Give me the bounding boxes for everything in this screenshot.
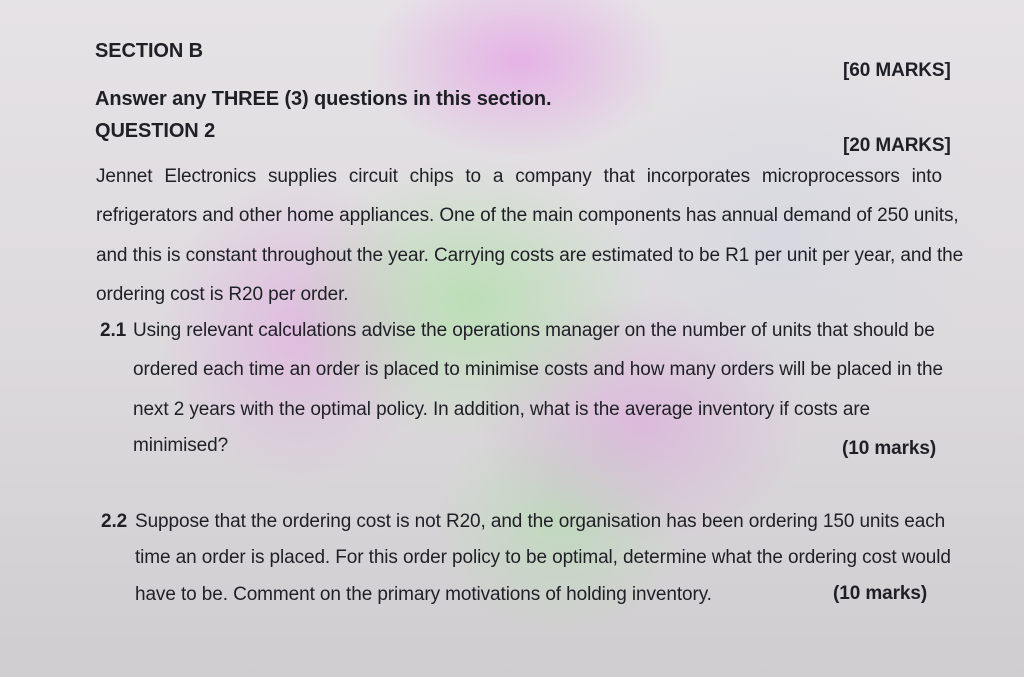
subquestion-text-line: Using relevant calculations advise the operations manager on the number of units that should be — [133, 320, 935, 341]
section-marks: [60 MARKS] — [843, 60, 951, 81]
subquestion-number: 2.2 — [101, 511, 128, 532]
intro-word: microprocessors — [761, 166, 900, 187]
question-intro-line-2: refrigerators and other home appliances. One of the main components has annual demand of 250 units, — [96, 205, 959, 226]
subquestion-text-line: next 2 years with the optimal policy. In addition, what is the average inventory if costs are — [133, 399, 871, 420]
question-intro-line-1 — [96, 166, 942, 188]
question-intro-line-3: and this is constant throughout the year. Carrying costs are estimated to be R1 per unit per year, and the — [96, 245, 964, 266]
subquestion-text-line: minimised? — [133, 435, 229, 456]
question-marks: [20 MARKS] — [843, 135, 951, 156]
subquestion-text-line: Suppose that the ordering cost is not R20, and the organisation has been ordering 150 units each — [135, 511, 946, 532]
subquestion-text-line: have to be. Comment on the primary motivations of holding inventory. — [135, 584, 712, 605]
intro-word: supplies — [268, 166, 337, 187]
intro-word: to — [465, 166, 482, 187]
intro-word: a — [492, 166, 504, 187]
intro-word: that — [603, 166, 635, 187]
subquestion-text-line: time an order is placed. For this order policy to be optimal, determine what the ordering cost would — [135, 547, 951, 568]
subquestion-number: 2.1 — [100, 320, 127, 341]
intro-word: company — [515, 166, 592, 187]
question-title: QUESTION 2 — [95, 120, 216, 142]
intro-word: chips — [409, 166, 454, 187]
intro-word: Electronics — [164, 166, 257, 187]
section-instruction: Answer any THREE (3) questions in this section. — [95, 88, 552, 110]
intro-word: Jennet — [96, 166, 153, 187]
subquestion-marks: (10 marks) — [833, 583, 928, 604]
section-title: SECTION B — [95, 40, 203, 62]
subquestion-text-line: ordered each time an order is placed to minimise costs and how many orders will be placed in the — [133, 359, 943, 380]
intro-word: circuit — [348, 166, 398, 187]
question-intro-line-4: ordering cost is R20 per order. — [96, 284, 349, 305]
subquestion-marks: (10 marks) — [842, 438, 937, 459]
intro-word: into — [911, 166, 942, 187]
intro-word: incorporates — [646, 166, 751, 187]
